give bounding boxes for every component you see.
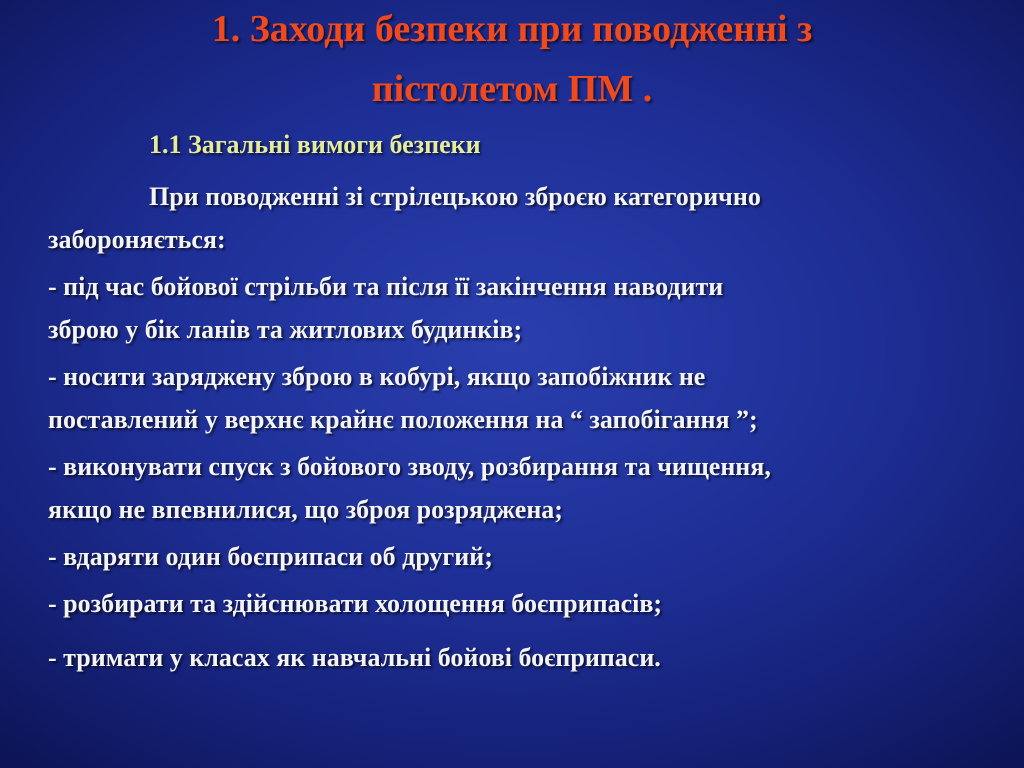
slide-title-line-2: пістолетом ПМ .: [371, 68, 653, 110]
rule-item-1-line-2: зброю у бік ланів та житлових будинків;: [48, 315, 523, 344]
section-subtitle: 1.1 Загальні вимоги безпеки: [149, 130, 481, 159]
rule-item-1-line-1: - під час бойової стрільби та після її закінчення наводити: [48, 272, 724, 301]
rule-item-5: - розбирати та здійснювати холощення боєприпасів;: [48, 589, 663, 618]
intro-line-2: забороняється:: [48, 225, 226, 254]
slide-title-line-1: 1. Заходи безпеки при поводженні з: [211, 8, 813, 50]
rule-item-2-line-2: поставлений у верхнє крайнє положення на “ запобігання ”;: [48, 405, 758, 434]
rule-item-3-line-2: якщо не впевнилися, що зброя розряджена;: [48, 495, 563, 524]
rule-item-2-line-1: - носити заряджену зброю в кобурі, якщо запобіжник не: [48, 362, 706, 391]
rule-item-6: - тримати у класах як навчальні бойові боєприпаси.: [48, 643, 661, 672]
rule-item-3-line-1: - виконувати спуск з бойового зводу, розбирання та чищення,: [48, 452, 771, 481]
rule-item-4: - вдаряти один боєприпаси об другий;: [48, 542, 493, 571]
intro-line-1: При поводженні зі стрілецькою зброєю категорично: [149, 182, 761, 211]
